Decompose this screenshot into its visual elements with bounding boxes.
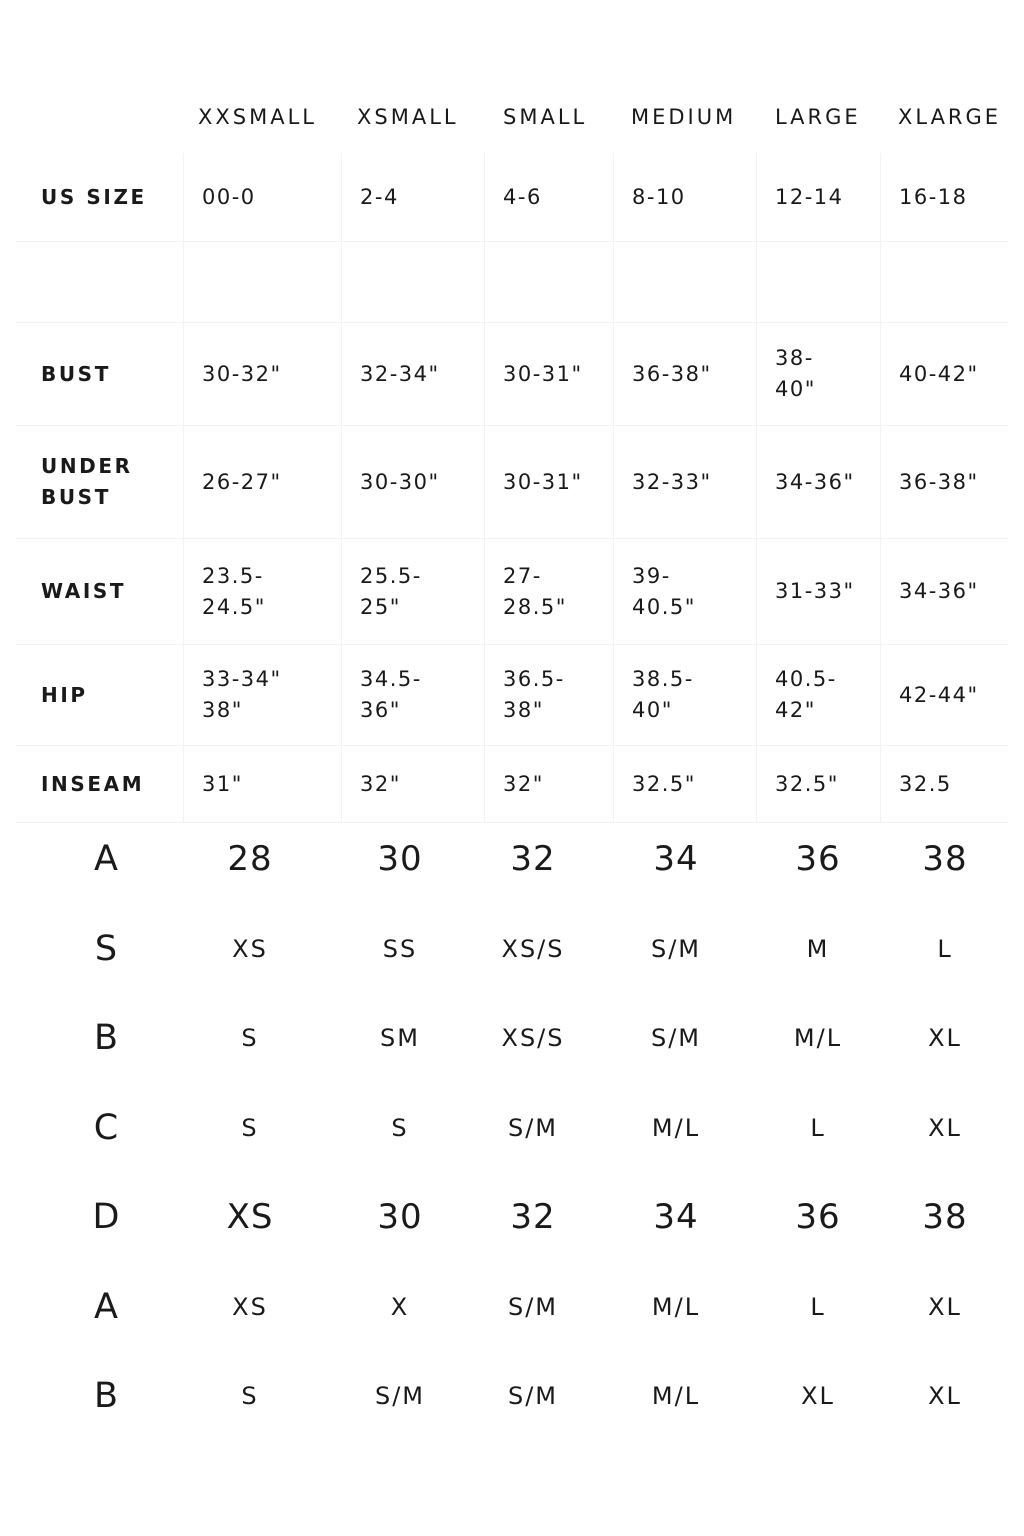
conversion-cell: L [810,1113,826,1142]
measurement-value: 32.5" [632,771,696,796]
conversion-cell: L [810,1292,826,1321]
conversion-cell: XS [226,1197,274,1237]
header-xsmall: XSMALL [357,105,459,129]
conversion-cell: 38 [922,1197,968,1237]
measurement-cell [184,426,342,538]
measurement-value: 31-33" [775,579,855,603]
measurement-label-line: US SIZE [41,184,147,209]
measurement-label [16,426,184,538]
measurement-cell [881,323,1008,425]
measurement-value: 4-6 [503,184,542,209]
header-small: SMALL [503,105,588,129]
measurement-value: 31" [202,771,243,796]
measurement-cell [342,539,485,644]
measurement-cell [485,539,614,644]
measurement-value: 34-36" [899,579,979,603]
measurement-label-line: BUST [41,361,111,386]
measurement-row [16,645,1008,746]
measurement-value: 16-18 [899,184,968,209]
measurement-value: 30-31" [503,361,583,386]
conversion-row [0,815,1024,905]
conversion-cell: S [391,1113,409,1142]
conversion-cell: XL [801,1382,835,1410]
measurement-cell [342,746,485,822]
measurement-value: 32-34" [360,361,440,386]
measurement-value: 32-33" [632,469,712,494]
measurement-value: 36" [360,698,401,722]
measurement-cell [184,645,342,745]
measurement-cell [485,426,614,538]
conversion-cell: M [806,934,830,963]
measurement-cell [342,153,485,241]
conversion-cell: 28 [227,839,273,879]
header-xxsmall: XXSMALL [198,105,317,129]
measurement-label [16,539,184,644]
measurement-cell [757,153,881,241]
conversion-cell: S/M [507,1113,559,1142]
conversion-cell: L [937,934,953,963]
conversion-row [0,1352,1024,1442]
measurement-label-line: INSEAM [41,771,145,796]
measurement-row [16,539,1008,645]
measurement-value: 36-38" [632,361,712,386]
measurement-value: 40-42" [899,361,979,386]
measurement-value: 38" [503,698,544,722]
conversion-letter: A [94,839,118,879]
measurement-value: 34.5- [360,667,422,691]
conversion-cell: 34 [653,1197,699,1237]
measurement-cell [184,242,342,322]
measurement-value: 25.5- [360,563,422,588]
conversion-letter: B [93,1018,118,1058]
measurement-cell [614,242,757,322]
measurement-value: 34-36" [775,469,855,494]
measurement-row [16,426,1008,539]
conversion-cell: M/L [651,1113,701,1142]
conversion-row [0,1263,1024,1353]
conversion-cell: S/M [650,1024,702,1052]
measurement-cell [342,426,485,538]
conversion-cell: S/M [507,1292,559,1321]
measurement-cell [184,323,342,425]
measurement-value: 36.5- [503,667,565,691]
conversion-cell: M/L [651,1382,701,1410]
conversion-cell: 30 [377,839,423,879]
header-xlarge: XLARGE [898,105,1002,129]
measurement-value: 40" [632,698,673,722]
measurement-value: 00-0 [202,184,256,209]
header-medium: MEDIUM [631,105,737,129]
conversion-cell: XL [928,1292,962,1321]
conversion-row [0,1084,1024,1174]
measurement-label [16,746,184,822]
measurement-value: 8-10 [632,184,686,209]
measurement-cell [485,242,614,322]
measurement-cell [614,323,757,425]
conversion-letter: D [92,1197,120,1237]
measurement-value: 32" [503,771,544,796]
conversion-cell: XS/S [501,934,565,963]
measurement-value: 36-38" [899,469,979,494]
measurement-cell [757,242,881,322]
conversion-cell: S/M [650,934,702,963]
measurement-cell [757,323,881,425]
header-large: LARGE [775,105,861,129]
conversion-cell: 30 [377,1197,423,1237]
measurement-label [16,242,184,322]
measurement-value: 40.5- [775,667,837,691]
conversion-cell: S [241,1113,259,1142]
measurement-label [16,323,184,425]
measurement-cell [757,645,881,745]
measurement-label [16,645,184,745]
measurement-label-line: HIP [41,682,88,707]
conversion-table [0,815,1024,1442]
measurement-cell [614,645,757,745]
conversion-letter: S [94,928,118,969]
measurement-cell [342,645,485,745]
conversion-cell: XS [232,934,268,963]
measurement-cell [342,323,485,425]
conversion-cell: 38 [922,839,968,879]
conversion-cell: S [241,1024,259,1052]
conversion-cell: 34 [653,839,699,879]
measurement-cell [881,426,1008,538]
measurement-label-line: WAIST [41,579,127,603]
conversion-cell: 36 [795,1197,841,1237]
measurement-cell [184,153,342,241]
measurement-cell [757,539,881,644]
conversion-letter: C [93,1107,119,1148]
measurement-cell [485,746,614,822]
conversion-cell: S [241,1382,259,1410]
measurement-value: 40.5" [632,594,696,619]
measurement-cell [614,539,757,644]
measurement-value: 28.5" [503,594,567,619]
measurement-value: 27- [503,563,542,588]
measurement-value: 30-32" [202,361,282,386]
measurement-value: 38- [775,346,814,370]
measurement-cell [485,645,614,745]
conversion-cell: XS/S [501,1024,565,1052]
measurement-cell [881,153,1008,241]
measurement-cell [485,153,614,241]
measurement-value: 30-31" [503,469,583,494]
measurement-value: 33-34" [202,667,282,691]
measurement-value: 38.5- [632,667,694,691]
measurement-row [16,153,1008,242]
conversion-cell: M/L [793,1024,843,1052]
measurement-label-line: UNDER [41,454,133,478]
conversion-cell: XL [928,1024,962,1052]
conversion-cell: S/M [507,1382,559,1410]
measurement-value: 30-30" [360,469,440,494]
conversion-cell: 32 [510,839,556,879]
conversion-cell: M/L [651,1292,701,1321]
measurement-cell [614,153,757,241]
conversion-cell: SS [382,934,418,963]
conversion-cell: SM [380,1024,420,1052]
measurement-value: 2-4 [360,184,399,209]
measurement-cell [184,539,342,644]
measurement-cell [757,426,881,538]
measurement-cell [342,242,485,322]
measurement-value: 32.5" [775,771,839,796]
measurement-value: 32" [360,771,401,796]
conversion-cell: S/M [374,1382,426,1410]
measurement-row [16,323,1008,426]
measurement-cell [881,746,1008,822]
measurement-value: 25" [360,594,401,619]
conversion-cell: XL [928,1113,962,1142]
measurement-value: 42" [775,698,816,722]
measurement-label-line: BUST [41,485,111,509]
measurement-cell [485,323,614,425]
measurement-cell [881,645,1008,745]
measurement-row [16,746,1008,823]
conversion-letter: B [93,1376,118,1416]
conversion-cell: XL [928,1382,962,1410]
measurement-label [16,153,184,241]
measurement-cell [614,746,757,822]
measurement-value: 39- [632,563,671,588]
measurement-value: 32.5 [899,771,952,796]
measurement-value: 26-27" [202,469,282,494]
measurement-table [16,153,1008,823]
measurement-cell [184,746,342,822]
conversion-row [0,1173,1024,1263]
conversion-letter: A [94,1286,118,1327]
measurement-row [16,242,1008,323]
measurement-value: 23.5- [202,563,264,588]
conversion-row [0,905,1024,995]
measurement-value: 42-44" [899,682,979,707]
measurement-value: 40" [775,377,816,401]
conversion-cell: 36 [795,839,841,879]
measurement-value: 12-14 [775,184,844,209]
measurement-cell [881,539,1008,644]
measurement-cell [881,242,1008,322]
measurement-value: 24.5" [202,594,266,619]
conversion-cell: 32 [510,1197,556,1237]
measurement-value: 38" [202,698,243,722]
measurement-cell [614,426,757,538]
conversion-cell: X [390,1292,410,1321]
conversion-row [0,994,1024,1084]
measurement-cell [757,746,881,822]
conversion-cell: XS [232,1292,268,1321]
